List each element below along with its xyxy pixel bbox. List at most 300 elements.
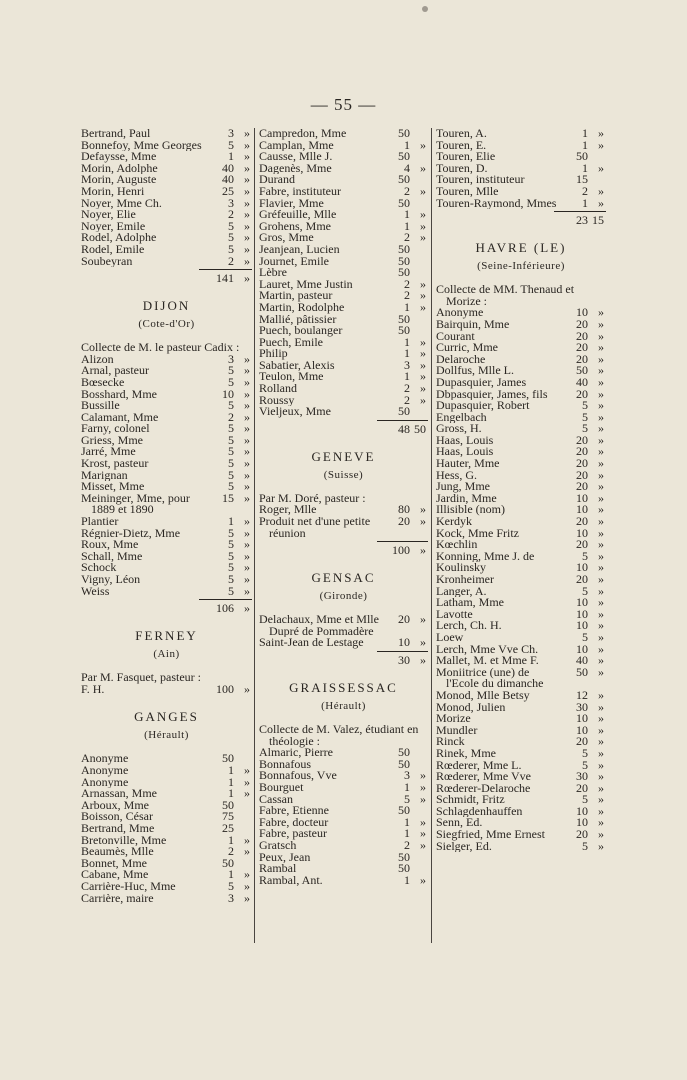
amount-centimes: » <box>598 195 604 210</box>
amount-francs: 50 <box>398 404 410 419</box>
donor-name: Kock, Mme Fritz <box>436 527 519 540</box>
amount-centimes: » <box>244 374 250 389</box>
donor-name: Bonnefoy, Mme Georges <box>81 139 202 152</box>
amount-centimes: » <box>598 421 604 436</box>
amount-centimes: » <box>244 421 250 436</box>
donor-name: Gratsch <box>259 839 297 852</box>
amount-centimes: » <box>420 369 426 384</box>
amount-centimes: » <box>598 328 604 343</box>
list-item <box>436 829 606 841</box>
donor-name: Bertrand, Mme <box>81 822 155 835</box>
amount-francs: 2 <box>582 183 588 198</box>
amount-centimes: » <box>244 351 250 366</box>
amount-centimes: » <box>598 803 604 818</box>
column-1 <box>81 128 252 904</box>
amount-francs: 3 <box>228 351 234 366</box>
amount-francs: 20 <box>576 351 588 366</box>
section-title: FERNEY <box>135 628 198 644</box>
donor-name: Marignan <box>81 469 128 482</box>
amount-francs: 1 <box>404 334 410 349</box>
amount-francs: 1 <box>404 299 410 314</box>
donor-name: Touren, A. <box>436 128 487 140</box>
amount-centimes: » <box>244 218 250 233</box>
section-region: (Gironde) <box>319 590 368 603</box>
donor-name: Kœchlin <box>436 539 478 551</box>
donor-name: Rambal, Ant. <box>259 874 323 887</box>
amount-francs: 3 <box>228 195 234 210</box>
donor-name: Meininger, Mme, pour 1889 et 1890 <box>81 492 190 517</box>
list-item <box>81 183 252 198</box>
amount-centimes: » <box>598 815 604 830</box>
donor-name: Mundler <box>436 724 478 737</box>
total-francs: 106 <box>216 601 234 616</box>
amount-centimes: » <box>598 664 604 679</box>
donor-name: Dbpasquier, James, fils <box>436 388 548 401</box>
donor-name: Touren-Raymond, Mmes <box>436 197 557 210</box>
amount-francs: 3 <box>404 357 410 372</box>
list-item <box>259 756 428 771</box>
amount-francs: 20 <box>576 444 588 459</box>
total-francs: 100 <box>392 543 410 558</box>
donor-name: Senn, Ed. <box>436 817 483 830</box>
list-item <box>81 774 252 789</box>
section-title: GENEVE <box>311 448 376 464</box>
amount-francs: 5 <box>228 548 234 563</box>
donor-name: Sielger, Ed. <box>436 840 492 853</box>
donor-name: Lerch, Ch. H. <box>436 620 502 632</box>
donor-name: Defaysse, Mme <box>81 151 157 163</box>
amount-centimes: » <box>598 479 604 494</box>
amount-francs: 3 <box>404 768 410 783</box>
amount-francs: 20 <box>398 514 410 529</box>
amount-francs: 5 <box>228 525 234 540</box>
amount-francs: 50 <box>398 126 410 140</box>
section-total <box>81 602 252 614</box>
amount-francs: 30 <box>576 699 588 714</box>
donor-name: Misset, Mme <box>81 481 145 493</box>
amount-francs: 20 <box>576 386 588 401</box>
amount-centimes: » <box>244 572 250 586</box>
amount-centimes: » <box>244 467 250 482</box>
list-item <box>81 574 252 586</box>
amount-centimes: » <box>244 844 250 859</box>
amount-francs: 4 <box>404 160 410 175</box>
amount-centimes: » <box>420 346 426 361</box>
amount-francs: 5 <box>228 878 234 893</box>
section-region: (Seine-Inférieure) <box>477 260 565 273</box>
amount-centimes: » <box>598 583 604 598</box>
donor-name: Touren, D. <box>436 162 488 175</box>
list-item <box>81 218 252 233</box>
amount-francs: 40 <box>222 160 234 175</box>
amount-francs: 20 <box>576 827 588 842</box>
amount-francs: 75 <box>222 809 234 824</box>
amount-francs: 1 <box>228 514 234 529</box>
amount-francs: 5 <box>228 363 234 378</box>
amount-francs: 100 <box>216 681 234 696</box>
amount-centimes: » <box>420 276 426 291</box>
donor-name: Jardin, Mme <box>436 492 497 505</box>
amount-centimes: » <box>598 757 604 772</box>
amount-francs: 50 <box>398 849 410 864</box>
donor-name: Régnier-Dietz, Mme <box>81 527 181 540</box>
donor-name: Plantier <box>81 516 119 528</box>
collector-note: Collecte de MM. Thenaud et Morize : <box>436 282 575 308</box>
amount-francs: 20 <box>576 780 588 795</box>
list-item <box>81 890 252 905</box>
donor-name: Bussille <box>81 400 120 412</box>
amount-centimes: » <box>598 525 604 540</box>
amount-francs: 50 <box>222 797 234 812</box>
amount-centimes: » <box>598 699 604 714</box>
list-item <box>259 814 428 829</box>
donor-name: Anonyme <box>81 776 129 789</box>
amount-centimes: » <box>244 878 250 893</box>
amount-francs: 50 <box>398 803 410 818</box>
donor-name: Farny, colonel <box>81 423 150 435</box>
amount-centimes: » <box>598 467 604 482</box>
donor-name: Anonyme <box>436 307 484 319</box>
section-total <box>259 654 428 666</box>
amount-centimes: » <box>244 398 250 413</box>
list-item <box>259 406 428 418</box>
amount-francs: 20 <box>576 456 588 471</box>
amount-centimes: » <box>420 837 426 852</box>
list-item <box>436 539 606 551</box>
donor-name: Philip <box>259 348 288 360</box>
total-rule <box>554 211 606 212</box>
donor-name: Camplan, Mme <box>259 139 334 152</box>
amount-francs: 1 <box>404 369 410 384</box>
amount-francs: 1 <box>228 832 234 847</box>
amount-centimes: » <box>598 444 604 459</box>
donor-name: Lerch, Mme Vve Ch. <box>436 643 539 656</box>
list-item <box>81 423 252 435</box>
amount-francs: 10 <box>576 803 588 818</box>
list-item <box>259 195 428 210</box>
amount-centimes: » <box>244 560 250 575</box>
amount-francs: 50 <box>398 756 410 771</box>
donor-name: Arnassan, Mme <box>81 788 157 800</box>
total-centimes: » <box>420 543 426 558</box>
amount-francs: 50 <box>398 195 410 210</box>
list-item <box>259 267 428 279</box>
amount-francs: 20 <box>576 328 588 343</box>
donor-name: Anonyme <box>81 753 129 765</box>
amount-francs: 5 <box>228 398 234 413</box>
donor-name: Roux, Mme <box>81 539 139 551</box>
donor-name: Koulinsky <box>436 562 487 574</box>
list-item <box>81 562 252 574</box>
amount-centimes: » <box>244 432 250 447</box>
total-spacer <box>259 423 382 435</box>
donor-name: Jarré, Mme <box>81 446 136 459</box>
amount-centimes: » <box>244 537 250 552</box>
total-spacer <box>81 602 206 614</box>
amount-francs: 25 <box>222 183 234 198</box>
amount-centimes: » <box>598 629 604 644</box>
donor-name: Anonyme <box>81 764 129 777</box>
amount-francs: 1 <box>228 774 234 789</box>
amount-francs: 20 <box>398 612 410 627</box>
amount-francs: 2 <box>404 381 410 396</box>
donor-name: Carrière, maire <box>81 892 154 905</box>
amount-francs: 3 <box>228 890 234 905</box>
amount-francs: 50 <box>222 751 234 766</box>
amount-centimes: » <box>598 595 604 610</box>
amount-centimes: » <box>244 126 250 140</box>
amount-centimes: » <box>598 572 604 586</box>
donor-name: Bretonville, Mme <box>81 834 167 847</box>
amount-centimes: » <box>420 514 426 529</box>
amount-francs: 1 <box>404 814 410 829</box>
amount-francs: 2 <box>404 276 410 291</box>
amount-centimes: » <box>420 334 426 349</box>
amount-centimes: » <box>598 792 604 807</box>
section-title: GENSAC <box>311 570 376 586</box>
donor-name: Engelbach <box>436 411 487 424</box>
donor-name: Rodel, Adolphe <box>81 232 157 244</box>
list-item <box>259 770 428 782</box>
list-item <box>259 805 428 817</box>
amount-francs: 80 <box>398 502 410 517</box>
list-item <box>259 325 428 337</box>
section-region: (Ain) <box>153 648 180 661</box>
list-item <box>259 290 428 302</box>
donor-name: Schock <box>81 562 117 574</box>
total-rule <box>377 420 428 421</box>
donor-name: Schmidt, Fritz <box>436 794 505 806</box>
donor-name: Bonnet, Mme <box>81 857 147 870</box>
list-item <box>81 432 252 447</box>
list-item <box>259 383 428 395</box>
amount-francs: 1 <box>404 826 410 841</box>
section-region: (Cote-d'Or) <box>138 318 195 331</box>
amount-centimes: » <box>244 774 250 789</box>
donor-name: Noyer, Emile <box>81 220 146 233</box>
total-spacer <box>259 544 382 556</box>
amount-francs: 2 <box>228 253 234 268</box>
amount-francs: 5 <box>228 583 234 598</box>
list-item <box>259 872 428 887</box>
list-item <box>436 183 606 198</box>
amount-francs: 10 <box>576 502 588 517</box>
donor-name: Produit net d'une petite réunion <box>259 516 371 540</box>
amount-centimes: » <box>420 392 426 407</box>
total-spacer <box>81 272 206 284</box>
amount-centimes: » <box>420 779 426 794</box>
amount-francs: 50 <box>576 363 588 378</box>
donor-name: Courant <box>436 330 475 343</box>
amount-francs: 50 <box>398 172 410 187</box>
amount-francs: 5 <box>228 467 234 482</box>
amount-francs: 5 <box>228 137 234 152</box>
total-centimes: » <box>244 271 250 286</box>
donor-name: Bairquin, Mme <box>436 318 510 331</box>
amount-centimes: » <box>598 641 604 656</box>
donor-name: Noyer, Elie <box>81 209 136 221</box>
amount-francs: 10 <box>576 305 588 320</box>
amount-centimes: » <box>598 456 604 471</box>
amount-centimes: » <box>244 525 250 540</box>
donor-name: Vieljeux, Mme <box>259 406 331 418</box>
amount-francs: 20 <box>576 734 588 749</box>
amount-centimes: » <box>598 432 604 447</box>
amount-francs: 5 <box>404 791 410 806</box>
donor-name: Roussy <box>259 394 295 407</box>
donor-name: Rinek, Mme <box>436 747 496 760</box>
donor-name: Morize <box>436 713 471 725</box>
amount-centimes: » <box>420 218 426 233</box>
list-item <box>81 762 252 777</box>
amount-centimes: » <box>598 769 604 784</box>
amount-centimes: » <box>420 826 426 841</box>
amount-centimes: » <box>244 583 250 598</box>
donor-name: Lèbre <box>259 267 287 279</box>
donor-name: Rolland <box>259 383 297 395</box>
list-item <box>259 348 428 360</box>
amount-francs: 10 <box>576 490 588 505</box>
amount-francs: 1 <box>228 867 234 882</box>
amount-francs: 20 <box>576 467 588 482</box>
amount-francs: 50 <box>576 664 588 679</box>
donor-name: Arboux, Mme <box>81 799 149 812</box>
amount-centimes: » <box>244 479 250 494</box>
amount-francs: 5 <box>228 560 234 575</box>
list-item <box>81 855 252 870</box>
list-item <box>436 174 606 186</box>
amount-centimes: » <box>598 351 604 366</box>
donor-name: Morin, Auguste <box>81 174 157 186</box>
amount-centimes: » <box>244 890 250 905</box>
column-2 <box>259 128 428 886</box>
amount-francs: 50 <box>398 861 410 876</box>
amount-francs: 1 <box>582 126 588 140</box>
donor-name: Mallié, pâtissier <box>259 313 337 326</box>
amount-francs: 15 <box>222 490 234 505</box>
list-item <box>259 334 428 349</box>
donor-name: Arnal, pasteur <box>81 365 149 377</box>
amount-francs: 5 <box>582 398 588 413</box>
donor-name: Martin, Rodolphe <box>259 301 345 314</box>
amount-francs: 12 <box>576 687 588 702</box>
list-item <box>436 745 606 760</box>
list-item <box>259 516 428 539</box>
donor-name: Alizon <box>81 353 114 366</box>
donor-name: Fabre, Etienne <box>259 805 329 817</box>
column-3 <box>436 128 606 852</box>
amount-centimes: » <box>244 456 250 471</box>
amount-francs: 5 <box>228 572 234 586</box>
donor-name: Grohens, Mme <box>259 220 331 233</box>
list-item <box>436 151 606 163</box>
donor-name: Latham, Mme <box>436 597 504 609</box>
amount-francs: 5 <box>228 432 234 447</box>
list-item <box>81 241 252 256</box>
amount-centimes: » <box>244 786 250 801</box>
donor-name: Monod, Julien <box>436 701 506 714</box>
donor-name: Loew <box>436 631 464 644</box>
total-spacer <box>259 654 382 666</box>
donor-name: Hauter, Mme <box>436 458 500 470</box>
amount-francs: 2 <box>404 837 410 852</box>
amount-francs: 5 <box>582 757 588 772</box>
donor-name: Delachaux, Mme et Mlle Dupré de Pommadère <box>259 614 379 638</box>
donor-name: Illisible (nom) <box>436 504 505 517</box>
list-item <box>81 583 252 598</box>
amount-centimes: » <box>244 548 250 563</box>
amount-centimes: » <box>420 137 426 152</box>
list-item <box>259 371 428 383</box>
amount-centimes: » <box>420 160 426 175</box>
amount-francs: 50 <box>398 311 410 326</box>
total-francs: 30 <box>398 653 410 667</box>
donor-name: Rambal <box>259 863 297 875</box>
list-item <box>81 195 252 210</box>
donor-name: Delaroche <box>436 353 486 366</box>
list-item <box>81 878 252 893</box>
amount-francs: 5 <box>228 537 234 552</box>
amount-centimes: » <box>420 230 426 245</box>
donor-name: Durand <box>259 174 295 186</box>
amount-centimes: » <box>420 814 426 829</box>
donor-name: Martin, pasteur <box>259 290 333 302</box>
amount-francs: 2 <box>228 409 234 424</box>
donor-name: Touren, Mlle <box>436 185 499 198</box>
list-item <box>81 458 252 470</box>
amount-francs: 1 <box>582 160 588 175</box>
amount-francs: 1 <box>582 195 588 210</box>
list-item <box>259 209 428 221</box>
amount-centimes: » <box>598 618 604 633</box>
amount-centimes: » <box>420 183 426 198</box>
donor-name: Jung, Mme <box>436 481 490 493</box>
amount-centimes: » <box>420 791 426 806</box>
donor-name: Cassan <box>259 793 293 806</box>
list-item <box>81 539 252 551</box>
amount-francs: 1 <box>404 207 410 222</box>
donor-name: Griess, Mme <box>81 434 143 447</box>
amount-centimes: » <box>244 241 250 256</box>
amount-francs: 10 <box>576 595 588 610</box>
donor-name: Sabatier, Alexis <box>259 359 335 372</box>
donor-name: Touren, E. <box>436 139 487 152</box>
amount-francs: 50 <box>398 323 410 338</box>
donor-name: Schall, Mme <box>81 550 143 563</box>
donor-name: Puech, boulanger <box>259 325 343 337</box>
amount-francs: 50 <box>398 241 410 256</box>
donor-name: Monod, Mlle Betsy <box>436 689 530 702</box>
total-rule <box>377 541 428 542</box>
donor-name: Campredon, Mme <box>259 128 347 140</box>
list-item <box>436 620 606 632</box>
donor-name: Roger, Mlle <box>259 504 317 517</box>
amount-francs: 40 <box>222 172 234 187</box>
amount-francs: 5 <box>228 374 234 389</box>
amount-francs: 5 <box>228 218 234 233</box>
amount-francs: 20 <box>576 432 588 447</box>
donor-name: Schlagdenhauffen <box>436 805 523 818</box>
list-item <box>81 253 252 268</box>
amount-centimes: » <box>598 838 604 853</box>
section-title: DIJON <box>142 298 191 314</box>
amount-francs: 50 <box>222 855 234 870</box>
amount-francs: 5 <box>228 456 234 471</box>
amount-francs: 50 <box>398 149 410 164</box>
donor-name: Peux, Jean <box>259 851 311 864</box>
amount-centimes: » <box>598 160 604 175</box>
total-centimes: » <box>420 653 426 667</box>
